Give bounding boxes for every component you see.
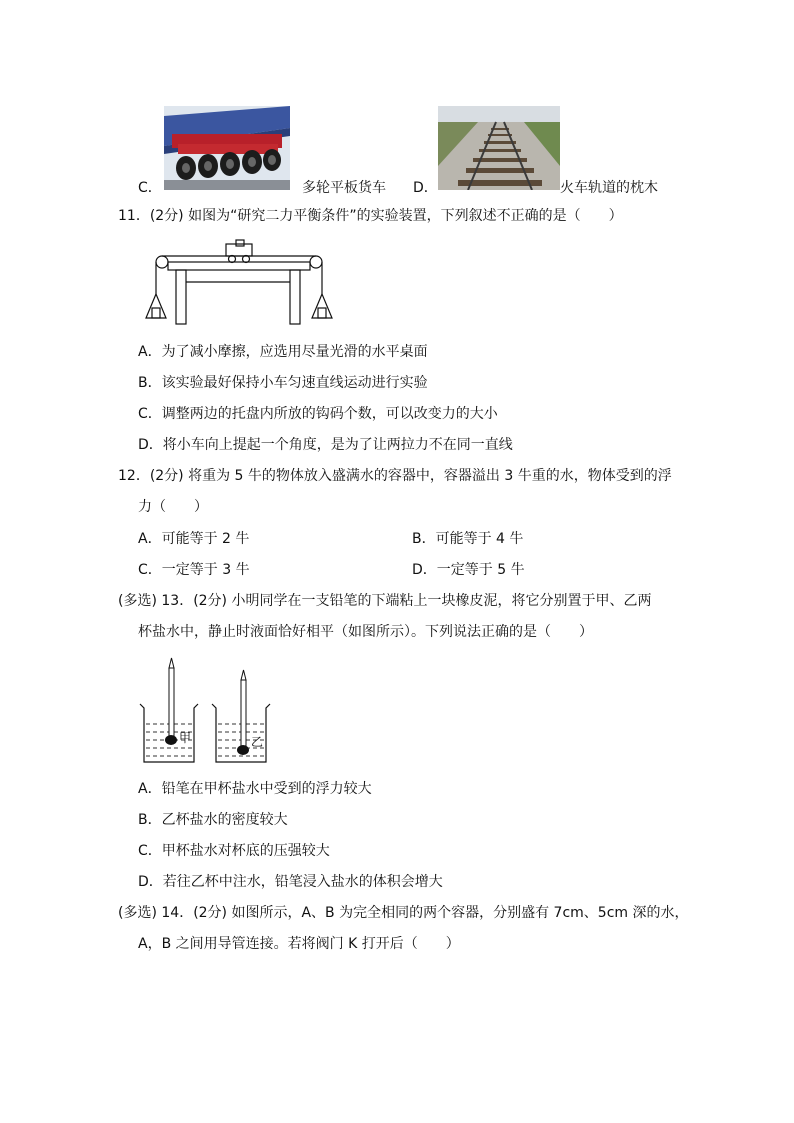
q13-stem-line1: (多选) 13．(2分) 小明同学在一支铅笔的下端粘上一块橡皮泥，将它分别置于甲、乙两 bbox=[118, 593, 652, 609]
q14-stem-line2: A，B 之间用导管连接。若将阀门 K 打开后（ ） bbox=[138, 936, 460, 952]
q11-stem: 11．(2分) 如图为“研究二力平衡条件”的实验装置，下列叙述不正确的是（ ） bbox=[118, 208, 623, 224]
q11-option-c: C．调整两边的托盘内所放的钩码个数，可以改变力的大小 bbox=[138, 406, 498, 422]
railway-sleepers-photo bbox=[438, 106, 560, 190]
two-force-balance-apparatus-figure bbox=[140, 238, 338, 328]
flatbed-truck-photo bbox=[164, 106, 290, 190]
q12-stem-line2: 力（ ） bbox=[138, 499, 208, 515]
q14-stem-line1: (多选) 14．(2分) 如图所示，A、B 为完全相同的两个容器，分别盛有 7cm、5cm 深的水， bbox=[118, 905, 689, 921]
beaker-right-label: 乙 bbox=[251, 735, 264, 749]
q13-option-b: B．乙杯盐水的密度较大 bbox=[138, 812, 288, 828]
q12-option-a: A．可能等于 2 牛 bbox=[138, 531, 250, 547]
q13-option-c: C．甲杯盐水对杯底的压强较大 bbox=[138, 843, 330, 859]
option-d-caption: 火车轨道的枕木 bbox=[560, 180, 658, 196]
beaker-left-label: 甲 bbox=[179, 731, 192, 745]
q13-stem-line2: 杯盐水中，静止时液面恰好相平（如图所示）。下列说法正确的是（ ） bbox=[138, 624, 593, 640]
q12-option-b: B．可能等于 4 牛 bbox=[412, 531, 524, 547]
q11-option-b: B．该实验最好保持小车匀速直线运动进行实验 bbox=[138, 375, 428, 391]
q12-option-c: C．一定等于 3 牛 bbox=[138, 562, 250, 578]
option-c-label: C． bbox=[138, 180, 162, 196]
q11-option-d: D．将小车向上提起一个角度，是为了让两拉力不在同一直线 bbox=[138, 437, 513, 453]
q12-stem-line1: 12．(2分) 将重为 5 牛的物体放入盛满水的容器中，容器溢出 3 牛重的水，物体受到的浮 bbox=[118, 468, 672, 484]
q13-option-a: A．铅笔在甲杯盐水中受到的浮力较大 bbox=[138, 781, 372, 797]
q12-option-d: D．一定等于 5 牛 bbox=[412, 562, 525, 578]
option-c-caption: 多轮平板货车 bbox=[302, 180, 386, 196]
option-d-label: D． bbox=[413, 180, 438, 196]
salt-water-beakers-figure bbox=[136, 656, 276, 766]
q13-option-d: D．若往乙杯中注水，铅笔浸入盐水的体积会增大 bbox=[138, 874, 443, 890]
q11-option-a: A．为了减小摩擦，应选用尽量光滑的水平桌面 bbox=[138, 344, 428, 360]
